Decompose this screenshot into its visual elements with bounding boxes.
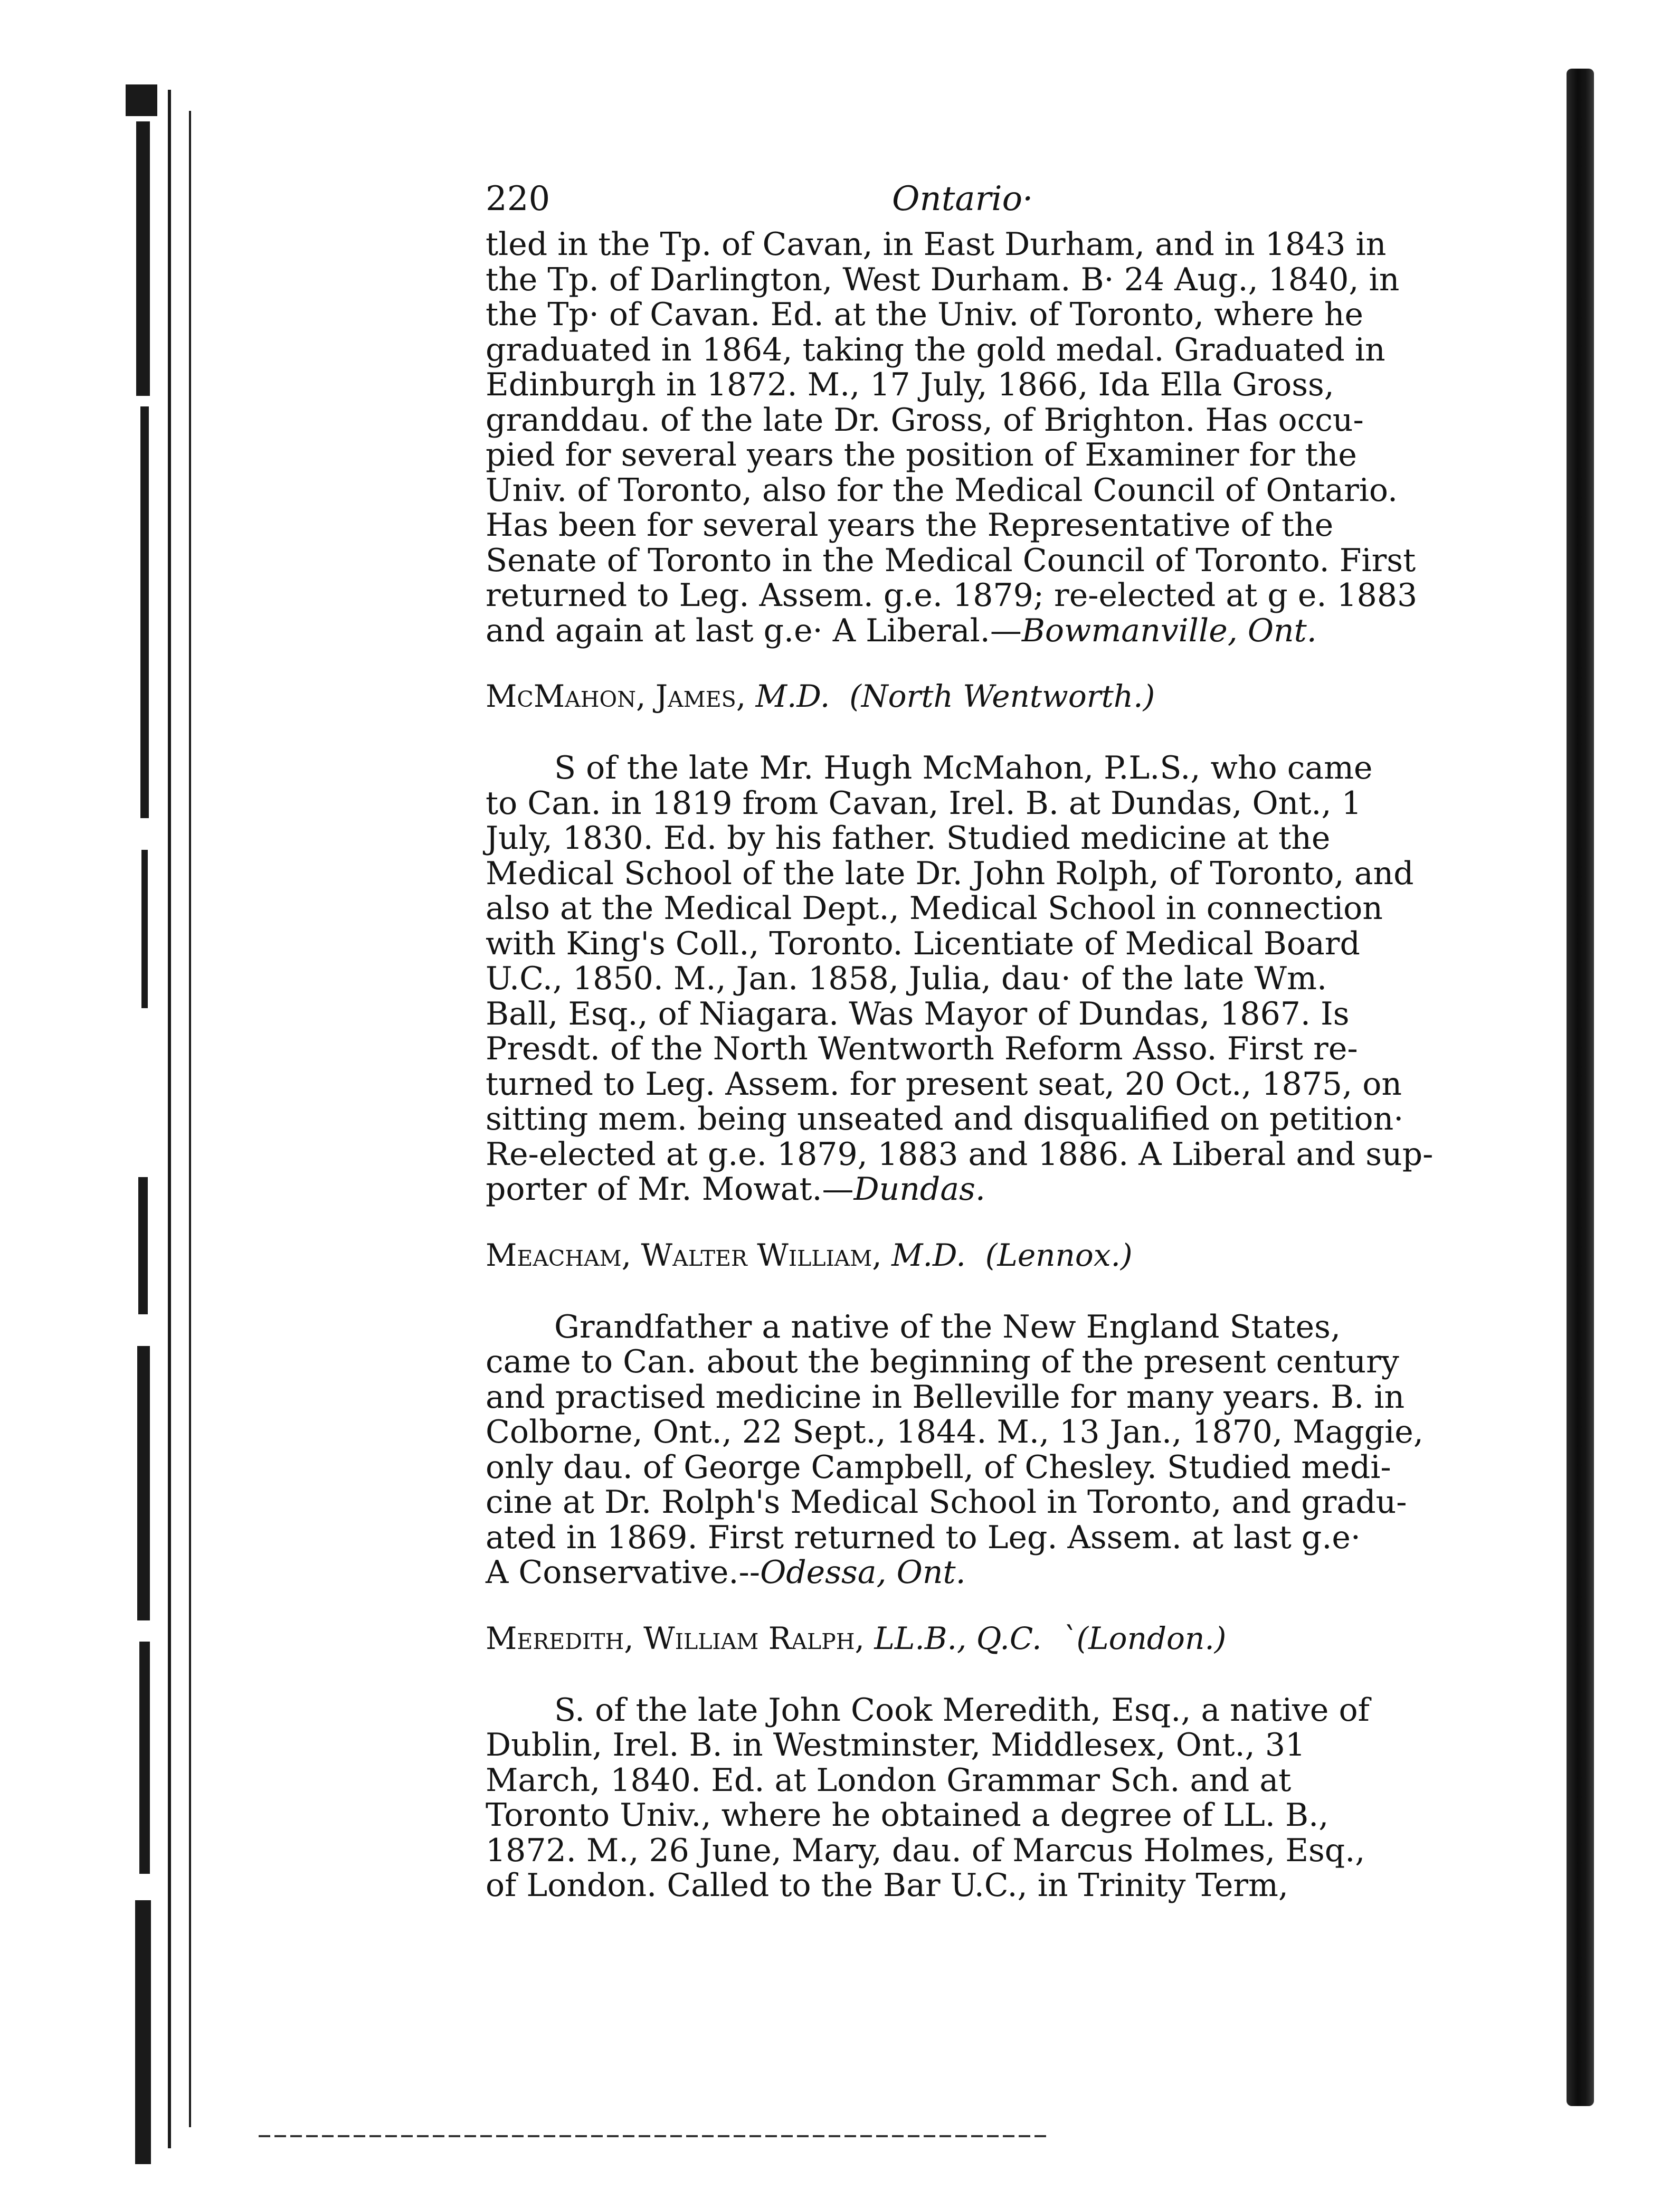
text-line: and practised medicine in Belleville for many years. B. in [486, 1378, 1405, 1416]
text-line: Medical School of the late Dr. John Rolph, of Toronto, and [486, 855, 1414, 892]
entry-name: Meacham, Walter William, [486, 1237, 882, 1273]
text-line: Presdt. of the North Wentworth Reform Asso. First re- [486, 1030, 1358, 1067]
residence: Dundas. [853, 1171, 985, 1208]
text-fragment: porter of Mr. Mowat.— [486, 1171, 854, 1208]
text-line: March, 1840. Ed. at London Grammar Sch. and at [486, 1761, 1292, 1799]
entry-riding: `(London.) [1061, 1620, 1227, 1656]
text-line: Dublin, Irel. B. in Westminster, Middlesex, Ont., 31 [486, 1727, 1306, 1764]
text-line: Colborne, Ont., 22 Sept., 1844. M., 13 Jan., 1870, Maggie, [486, 1414, 1423, 1450]
text-line: Grandfather a native of the New England States, [554, 1308, 1341, 1345]
entry-name: Meredith, William Ralph, [486, 1620, 865, 1656]
text-line: pied for several years the position of Examiner for the [486, 437, 1357, 473]
entry-body-meredith [486, 1693, 1459, 1903]
text-line: to Can. in 1819 from Cavan, Irel. B. at Dundas, Ont., 1 [486, 784, 1362, 822]
text-line: of London. Called to the Bar U.C., in Trinity Term, [486, 1867, 1288, 1904]
entry-heading-mcmahon [486, 679, 1459, 714]
running-title: Ontario· [892, 179, 1033, 219]
text-fragment: and again at last g.e· A Liberal.— [486, 612, 1022, 649]
text-line-last [486, 1172, 1459, 1207]
text-line: sitting mem. being unseated and disqualified on petition· [486, 1101, 1404, 1137]
text-line: U.C., 1850. M., Jan. 1858, Julia, dau· of the late Wm. [486, 960, 1327, 997]
entry-degree: LL.B., Q.C. [874, 1620, 1042, 1656]
entry-degree: M.D. [755, 678, 830, 714]
text-line-last [486, 613, 1459, 649]
running-head [486, 179, 1459, 227]
text-line: S of the late Mr. Hugh McMahon, P.L.S., who came [554, 750, 1373, 786]
entry-heading-meredith [486, 1621, 1459, 1656]
text-line: Toronto Univ., where he obtained a degree of LL. B., [486, 1797, 1329, 1834]
entry-continued-body [486, 227, 1459, 648]
text-line: also at the Medical Dept., Medical School in connection [486, 890, 1383, 927]
text-line: S. of the late John Cook Meredith, Esq., a native of [554, 1691, 1370, 1729]
text-line: July, 1830. Ed. by his father. Studied medicine at the [486, 820, 1331, 857]
text-line: turned to Leg. Assem. for present seat, 20 Oct., 1875, on [486, 1065, 1402, 1103]
text-fragment: A Conservative.-- [486, 1554, 761, 1591]
footer-rule [259, 2135, 1050, 2137]
text-line: only dau. of George Campbell, of Chesley. Studied medi- [486, 1448, 1391, 1486]
text-line: granddau. of the late Dr. Gross, of Brighton. Has occu- [486, 401, 1364, 439]
text-line: with King's Coll., Toronto. Licentiate of Medical Board [486, 925, 1360, 962]
page-content [486, 179, 1459, 1903]
text-line: Re-elected at g.e. 1879, 1883 and 1886. A Liberal and sup- [486, 1135, 1434, 1173]
binding-shadow-right [1567, 69, 1594, 2106]
text-line: Has been for several years the Representative of the [486, 507, 1334, 544]
residence: Bowmanville, Ont. [1021, 612, 1317, 649]
text-line-last [486, 1555, 1459, 1590]
entry-heading-meacham [486, 1238, 1459, 1273]
entry-name: McMahon, James, [486, 678, 746, 714]
text-line: Univ. of Toronto, also for the Medical Council of Ontario. [486, 471, 1398, 509]
text-line: Ball, Esq., of Niagara. Was Mayor of Dundas, 1867. Is [486, 995, 1350, 1032]
text-line: the Tp· of Cavan. Ed. at the Univ. of Toronto, where he [486, 296, 1364, 333]
entry-riding: (Lennox.) [985, 1237, 1133, 1273]
text-line: ated in 1869. First returned to Leg. Assem. at last g.e· [486, 1519, 1361, 1556]
text-line: Senate of Toronto in the Medical Council of Toronto. First [486, 542, 1416, 579]
page-number: 220 [486, 179, 550, 219]
text-line: graduated in 1864, taking the gold medal. Graduated in [486, 331, 1385, 368]
entry-degree: M.D. [891, 1237, 966, 1273]
entry-body-meacham [486, 1310, 1459, 1590]
text-line: tled in the Tp. of Cavan, in East Durham, and in 1843 in [486, 226, 1387, 263]
text-line: 1872. M., 26 June, Mary, dau. of Marcus Holmes, Esq., [486, 1832, 1365, 1869]
text-line: the Tp. of Darlington, West Durham. B· 24 Aug., 1840, in [486, 261, 1400, 298]
text-line: came to Can. about the beginning of the present century [486, 1343, 1399, 1380]
text-line: Edinburgh in 1872. M., 17 July, 1866, Ida Ella Gross, [486, 366, 1334, 403]
residence: Odessa, Ont. [760, 1554, 966, 1591]
text-line: returned to Leg. Assem. g.e. 1879; re-elected at g e. 1883 [486, 577, 1418, 614]
entry-body-mcmahon [486, 751, 1459, 1207]
entry-riding: (North Wentworth.) [849, 678, 1155, 714]
text-line: cine at Dr. Rolph's Medical School in Toronto, and gradu- [486, 1484, 1407, 1521]
binding-shadow-left [126, 79, 215, 2169]
